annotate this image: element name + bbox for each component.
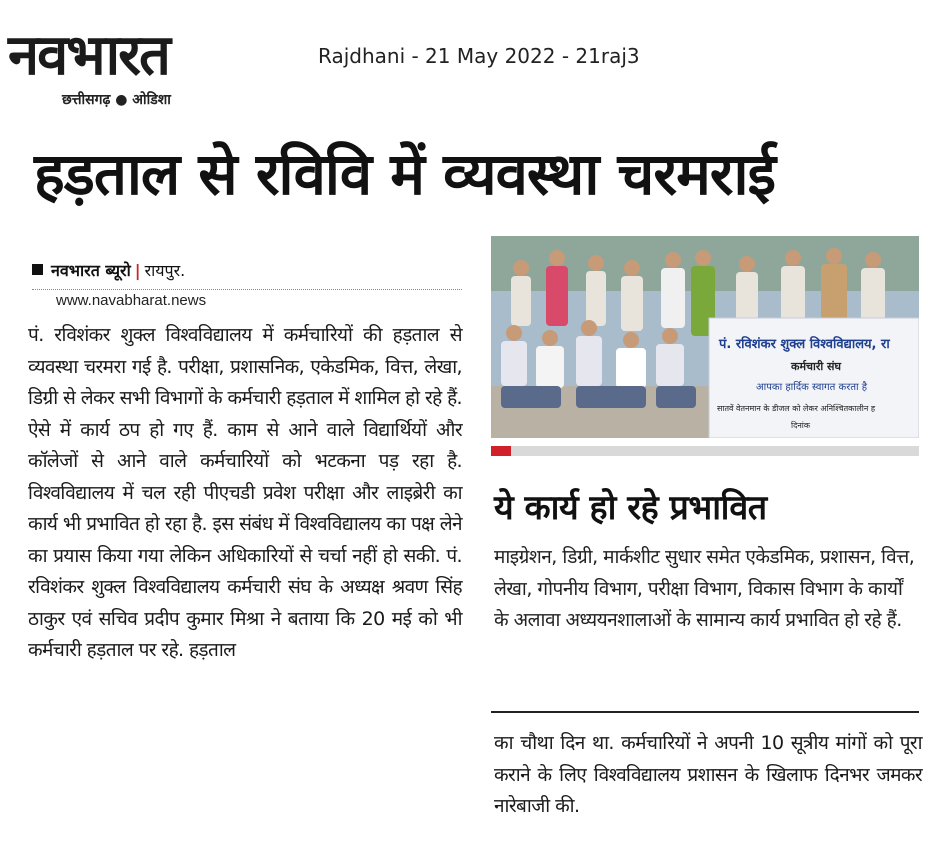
banner-line-4: सातवें वेतनमान के डीजल को लेकर अनिश्चितकालीन ह — [717, 404, 876, 413]
sidebar-title: ये कार्य हो रहे प्रभावित — [494, 488, 767, 528]
masthead-subtitle: छत्तीसगढ़ ● ओडिशा — [62, 92, 171, 108]
banner-line-1: पं. रविशंकर शुक्ल विश्वविद्यालय, रा — [719, 337, 890, 352]
masthead-logo: नवभारत — [8, 23, 169, 88]
section-divider — [491, 711, 919, 713]
banner-line-5: दिनांक — [791, 421, 810, 430]
byline-bureau: नवभारत ब्यूरो — [51, 261, 131, 280]
headline: हड़ताल से रविवि में व्यवस्था चरमराई — [34, 140, 776, 208]
bullet-square-icon — [32, 264, 43, 275]
article-body: पं. रविशंकर शुक्ल विश्वविद्यालय में कर्मचारियों की हड़ताल से व्यवस्था चरमरा गई है. परीक्षा, प्रशासनिक, एकेडमिक, वित्त, लेखा, डिग्री से लेकर सभी विभागों के कर्मचारी हड़ताल में शामिल हो रहे हैं. ऐसे में कार्य ठप हो गए हैं. काम से आने वाले विद्यार्थियों और कॉलेजों से आने वाले कर्मचारियों को भटकना पड़ रहा है. विश्वविद्यालय में चल रही पीएचडी प्रवेश परीक्षा और लाइब्रेरी का कार्य भी प्रभावित हो रहा है. इस संबंध में विश्वविद्यालय का पक्ष लेने का प्रयास किया गया लेकिन अधिकारियों से चर्चा नहीं हो सकी. पं. रविशंकर शुक्ल विश्वविद्यालय कर्मचारी संघ के अध्यक्ष श्रवण सिंह ठाकुर एवं सचिव प्रदीप कुमार मिश्रा ने बताया कि 20 मई को भी कर्मचारी हड़ताल पर रहे. हड़ताल — [28, 324, 462, 661]
divider — [32, 289, 462, 290]
banner-line-2: कर्मचारी संघ — [791, 360, 841, 373]
byline-city: रायपुर. — [144, 261, 186, 280]
website-link[interactable]: www.navabharat.news — [56, 292, 207, 309]
sidebar-text: माइग्रेशन, डिग्री, मार्कशीट सुधार समेत एकेडमिक, प्रशासन, वित्त, लेखा, गोपनीय विभाग, परीक्षा विभाग, विकास विभाग के कार्यों के अलावा अध्ययनशालाओं के सामान्य कार्य प्रभावित हो रहे हैं. — [494, 546, 915, 631]
accent-block — [491, 446, 511, 456]
byline-separator: | — [134, 261, 141, 280]
byline — [32, 259, 185, 281]
news-photo — [491, 236, 919, 438]
dateline: Rajdhani - 21 May 2022 - 21raj3 — [318, 44, 640, 68]
photo-caption-bar — [491, 446, 919, 456]
article-continuation: का चौथा दिन था. कर्मचारियों ने अपनी 10 सूत्रीय मांगों को पूरा कराने के लिए विश्वविद्यालय प्रशासन के खिलाफ दिनभर जमकर नारेबाजी की. — [494, 732, 922, 817]
banner-line-3: आपका हार्दिक स्वागत करता है — [756, 382, 868, 393]
